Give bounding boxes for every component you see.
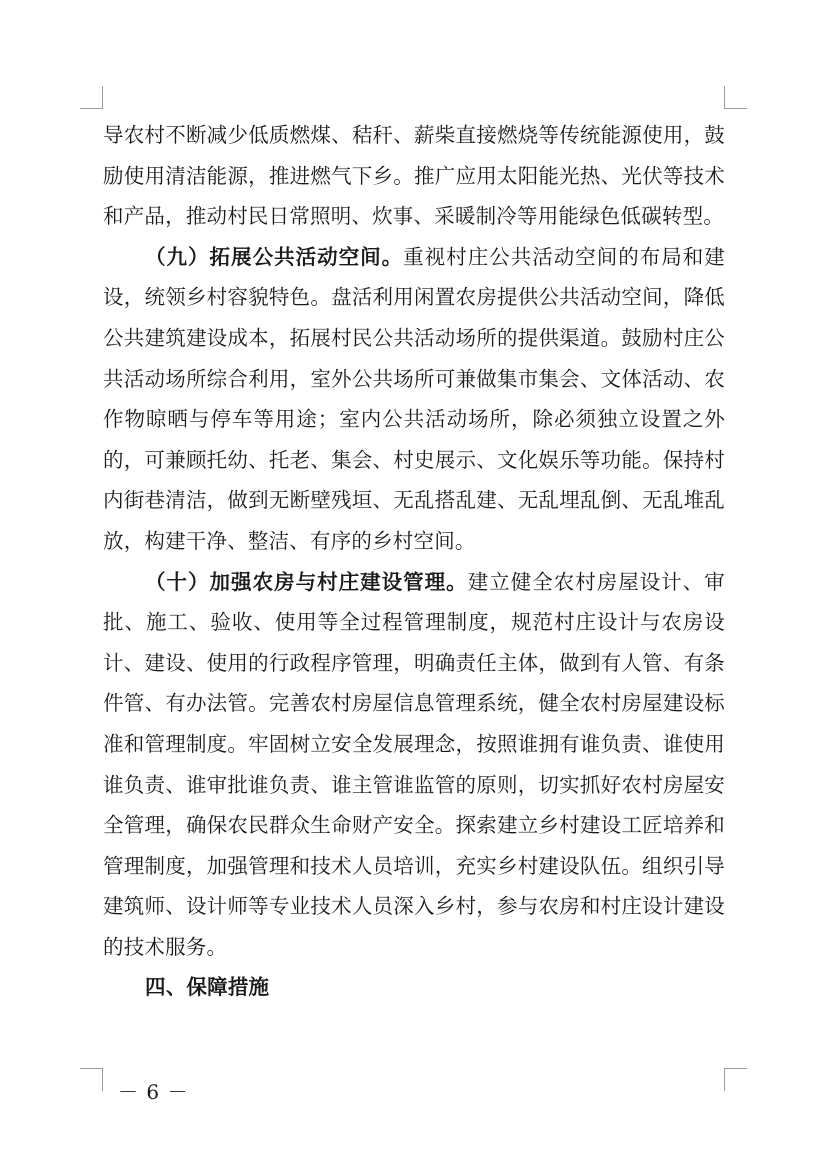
item-9-paragraph [103,237,725,562]
crop-mark-bottom-left [80,1068,103,1091]
item-9-text: 重视村庄公共活动空间的布局和建设，统领乡村容貌特色。盘活利用闲置农房提供公共活动空间，降低公共建筑建设成本，拓展村民公共活动场所的提供渠道。鼓励村庄公共活动场所综合利用，室外公共场所可兼做集市集会、文体活动、农作物晾晒与停车等用途；室内公共活动场所，除必须独立设置之外的，可兼顾托幼、托老、集会、村史展示、文化娱乐等功能。保持村内街巷清洁，做到无断壁残垣、无乱搭乱建、无乱埋乱倒、无乱堆乱放，构建干净、整洁、有序的乡村空间。 [103,244,726,553]
item-10-text: 建立健全农村房屋设计、审批、施工、验收、使用等全过程管理制度，规范村庄设计与农房设计、建设、使用的行政程序管理，明确责任主体，做到有人管、有条件管、有办法管。完善农村房屋信息管理系统，健全农村房屋建设标准和管理制度。牢固树立安全发展理念，按照谁拥有谁负责、谁使用谁负责、谁审批谁负责、谁主管谁监管的原则，切实抓好农村房屋安全管理，确保农民群众生命财产安全。探索建立乡村建设工匠培养和管理制度，加强管理和技术人员培训，充实乡村建设队伍。组织引导建筑师、设计师等专业技术人员深入乡村，参与农房和村庄设计建设的技术服务。 [103,569,726,959]
item-10-paragraph [103,562,725,968]
section-heading: 四、保障措施 [145,975,270,1000]
crop-mark-bottom-right [724,1068,747,1091]
item-9-lead: （九）拓展公共活动空间。 [145,244,404,269]
page-number: － 6 － [118,1080,189,1104]
continued-paragraph: 导农村不断减少低质燃煤、秸秆、薪柴直接燃烧等传统能源使用，鼓励使用清洁能源，推进燃气下乡。推广应用太阳能光热、光伏等技术和产品，推动村民日常照明、炊事、采暖制冷等用能绿色低碳转型。 [103,123,725,229]
document-body [103,115,725,1008]
item-10-lead: （十）加强农房与村庄建设管理。 [145,569,468,594]
crop-mark-top-right [724,86,747,109]
crop-mark-top-left [80,86,103,109]
